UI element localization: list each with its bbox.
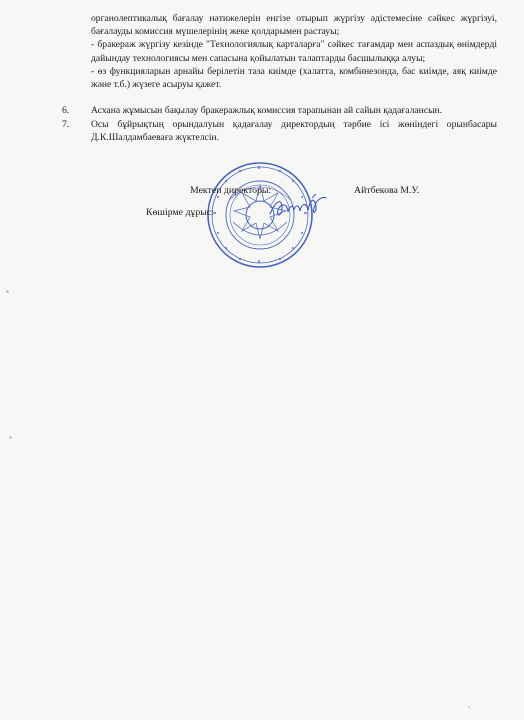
item-number: 6. (62, 105, 70, 116)
scan-speck (9, 436, 12, 439)
paragraph-3: - өз функцияларын арнайы берілетін таза киімде (халатта, комбинезонда, бас киімде, аяқ киімде және т.б.) жүзеге асыруы қажет. (91, 65, 497, 91)
copy-verified-label: Көшірме дұрыс: (146, 207, 214, 218)
list-item-7 (62, 118, 497, 144)
director-name: Айтбекова М.У. (354, 185, 420, 196)
director-label: Мектеп директоры: (190, 185, 272, 196)
paragraph-1: органолептикалық бағалау нәтижелерін енгізе отырып жүргізу әдістемесіне сәйкес жүргізуі, бағалауды комиссия мүшелерінің жеке қолдарымен растауы; (91, 13, 497, 38)
continuation-text (91, 12, 497, 91)
scan-speck (6, 290, 9, 293)
signature-icon (268, 190, 330, 226)
item-text: Осы бұйрықтың орындалуын қадағалау директордың тәрбие ісі жөніндегі орынбасары Д.К.Шалдамбаеваға жүктелсін. (91, 119, 497, 144)
list-item-6 (62, 104, 497, 117)
item-text: Асхана жұмысын бақылау бракеражлық комиссия тарапынан ай сайын қадағалансын. (91, 105, 443, 116)
item-number: 7. (62, 119, 70, 130)
scan-speck (468, 706, 470, 708)
paragraph-2: - бракераж жүргізу кезінде "Технологиялық карталарға" сәйкес тағамдар мен аспаздық өнімдерді дайындау технологиясы мен сапасына қойылатын талаптарды басшылыққа алуы; (91, 39, 497, 64)
